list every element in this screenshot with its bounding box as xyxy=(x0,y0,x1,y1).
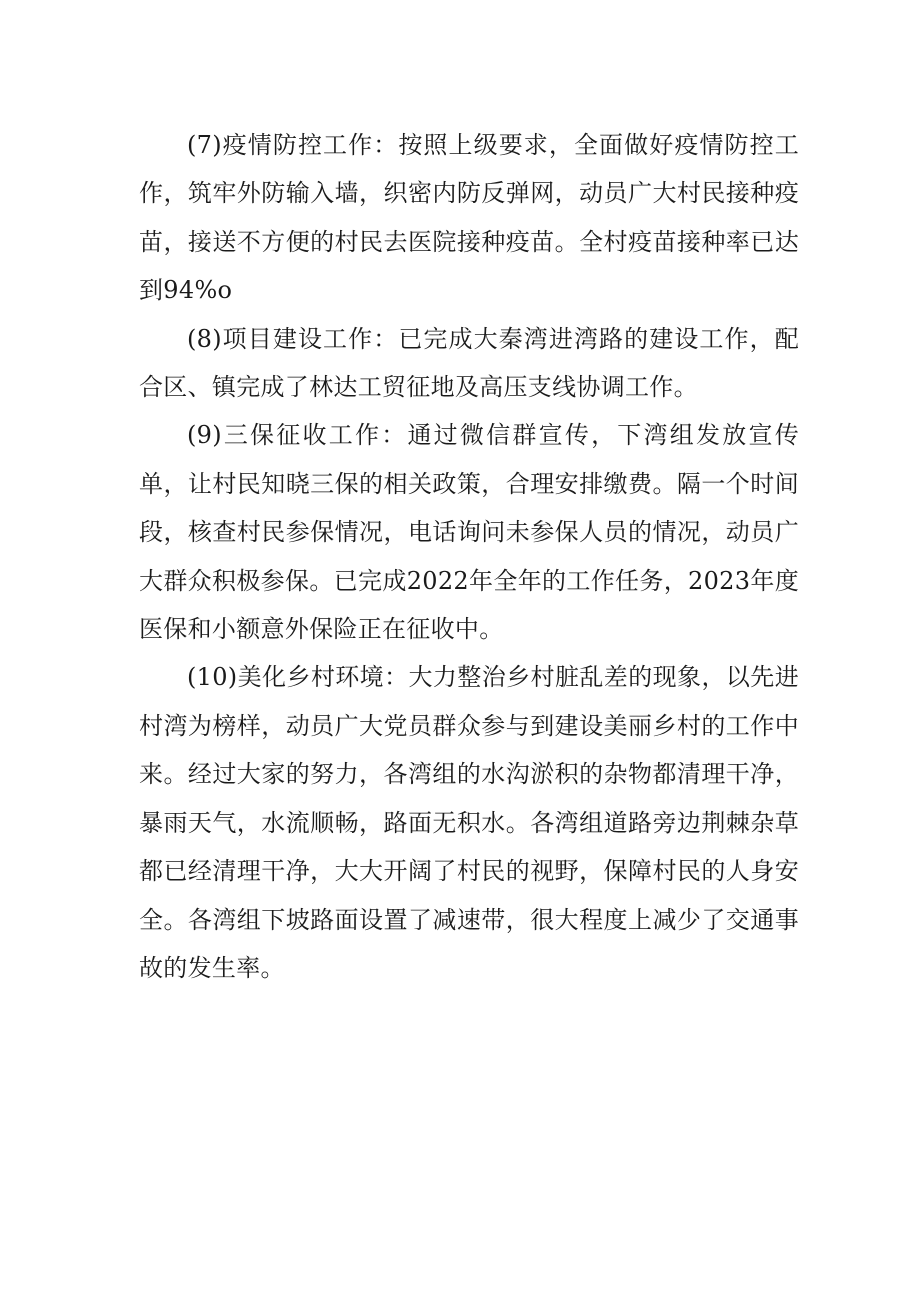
paragraph-project-construction: (8)项目建设工作：已完成大秦湾进湾路的建设工作，配合区、镇完成了林达工贸征地及高压支线协调工作。 xyxy=(139,324,799,402)
document-body xyxy=(139,121,799,992)
paragraph-village-beautification: (10)美化乡村环境：大力整治乡村脏乱差的现象，以先进村湾为榜样，动员广大党员群众参与到建设美丽乡村的工作中来。经过大家的努力，各湾组的水沟淤积的杂物都清理干净，暴雨天气，水流顺畅，路面无积水。各湾组道路旁边荆棘杂草都已经清理干净，大大开阔了村民的视野，保障村民的人身安全。各湾组下坡路面设置了减速带，很大程度上减少了交通事故的发生率。 xyxy=(139,663,799,982)
paragraph-insurance-collection: (9)三保征收工作：通过微信群宣传，下湾组发放宣传单，让村民知晓三保的相关政策，合理安排缴费。隔一个时间段，核查村民参保情况，电话询问未参保人员的情况，动员广大群众积极参保。已完成2022年全年的工作任务，2023年度医保和小额意外保险正在征收中。 xyxy=(139,421,799,644)
paragraph-epidemic-control: (7)疫情防控工作：按照上级要求，全面做好疫情防控工作，筑牢外防输入墙，织密内防反弹网，动员广大村民接种疫苗，接送不方便的村民去医院接种疫苗。全村疫苗接种率已达到94%o xyxy=(139,131,799,305)
